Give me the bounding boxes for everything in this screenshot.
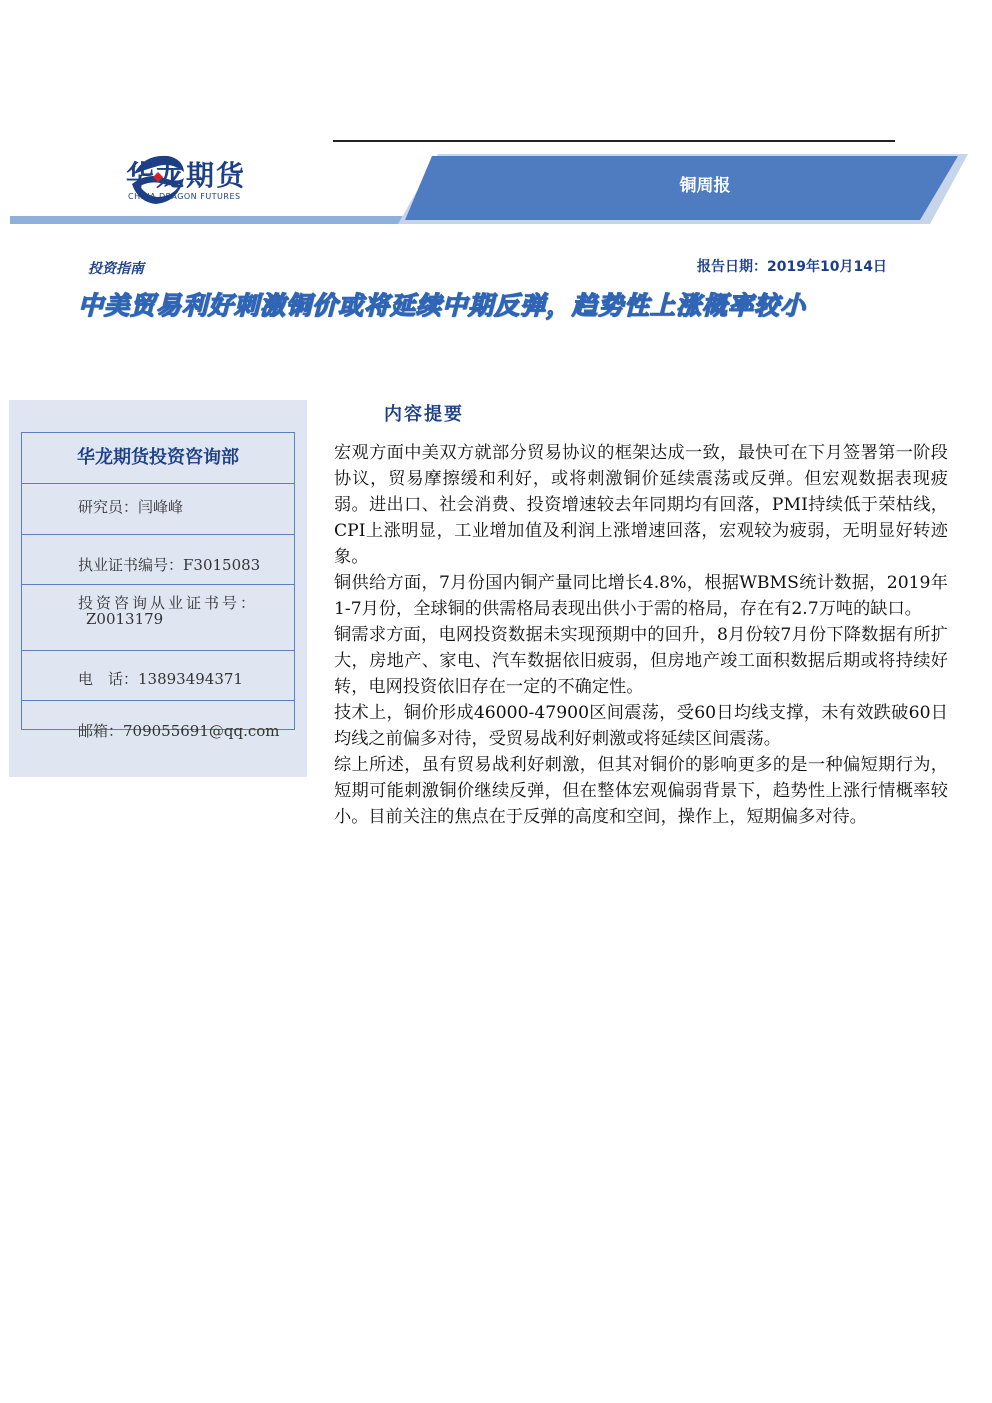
license-row [22,534,294,585]
department-name: 华龙期货投资咨询部 [77,447,239,468]
summary-paragraph-macro: 宏观方面中美双方就部分贸易协议的框架达成一致，最快可在下月签署第一阶段协议，贸易摩擦缓和利好，或将刺激铜价延续震荡或反弹。但宏观数据表现疲弱。进出口、社会消费、投资增速较去年同期均有回落，PMI持续低于荣枯线，CPI上涨明显，工业增加值及利润上涨增速回落，宏观较为疲弱，无明显好转迹象。 [334,443,948,567]
department-row [22,433,294,484]
category-label: 投资指南 [88,261,144,277]
report-type-label: 铜周报 [679,176,731,196]
consult-license-row [22,584,294,651]
summary-body [334,440,948,830]
email-row [22,700,294,740]
header-top-rule [333,140,895,142]
summary-paragraph-conclusion: 综上所述，虽有贸易战利好刺激，但其对铜价的影响更多的是一种偏短期行为，短期可能刺激铜价继续反弹，但在整体宏观偏弱背景下，趋势性上涨行情概率较小。目前关注的焦点在于反弹的高度和空间，操作上，短期偏多对待。 [334,755,948,827]
summary-paragraph-technical: 技术上，铜价形成46000-47900区间震荡，受60日均线支撑，未有效跌破60日均线之前偏多对待，受贸易战利好刺激或将延续区间震荡。 [334,703,948,749]
summary-heading: 内容提要 [384,404,464,425]
company-name-en: CHINA DRAGON FUTURES [128,192,241,201]
consult-license-number: Z0013179 [86,610,164,628]
report-date: 报告日期：2019年10月14日 [697,259,887,275]
email-address[interactable]: 邮箱：709055691@qq.com [78,722,280,740]
company-name-cn: 华龙期货 [126,159,247,192]
summary-paragraph-demand: 铜需求方面，电网投资数据未实现预期中的回升，8月份较7月份下降数据有所扩大，房地产、家电、汽车数据依旧疲弱，但房地产竣工面积数据后期或将持续好转，电网投资依旧存在一定的不确定性。 [334,625,948,697]
report-title: 中美贸易利好刺激铜价或将延续中期反弹，趋势性上涨概率较小 [78,291,807,320]
phone-number: 电 话：13893494371 [78,670,243,688]
summary-paragraph-supply: 铜供给方面，7月份国内铜产量同比增长4.8%，根据WBMS统计数据，2019年1-7月份，全球铜的供需格局表现出供小于需的格局，存在有2.7万吨的缺口。 [334,573,948,619]
researcher-row [22,483,294,535]
researcher-name: 研究员：闫峰峰 [78,498,184,516]
consult-license-label: 投资咨询从业证书号： [78,594,259,612]
contact-box [21,432,295,740]
license-number: 执业证书编号：F3015083 [78,556,261,574]
phone-row [22,650,294,701]
